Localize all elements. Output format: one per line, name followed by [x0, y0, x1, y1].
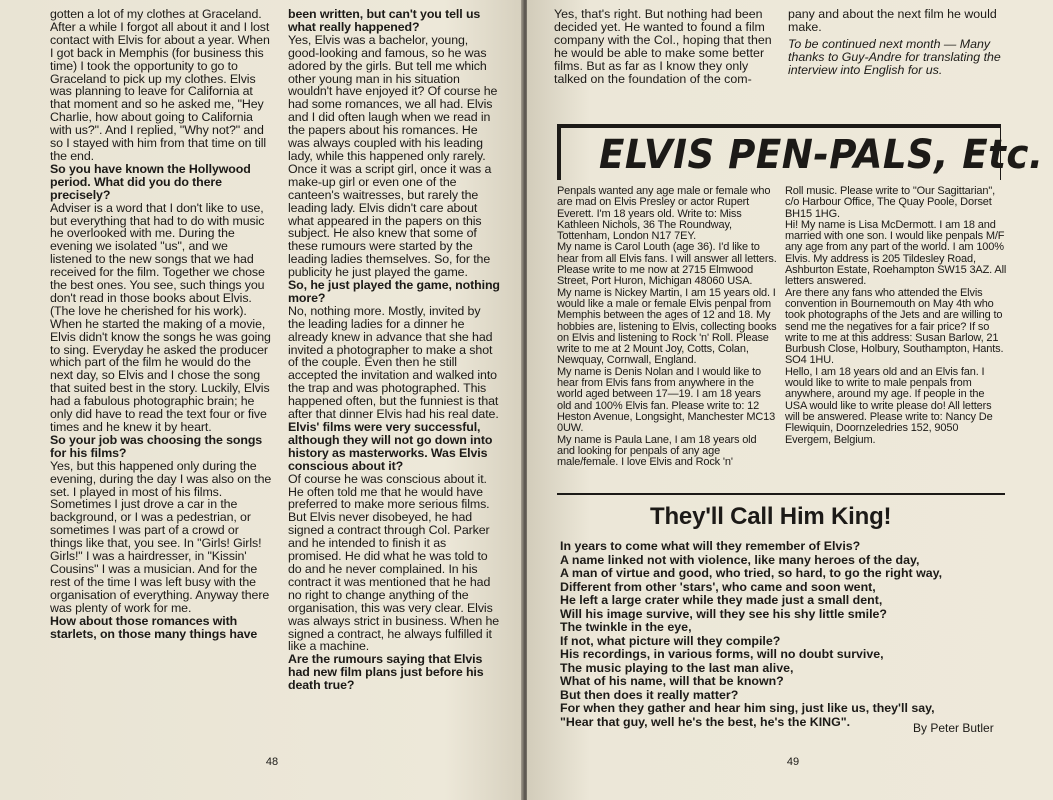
penpal-ad: My name is Nickey Martin, I am 15 years old. I would like a male or female Elvis penpal from Memphis between the ages of 12 and 18. My hobbies are, listening to Elvis, collecting books on Elvis and listening to Rock 'n' Roll. Please write to me at 2 Mount Joy, Cotts, Colan, Newquay, Cornwall, England. — [557, 286, 777, 367]
poem-title: They'll Call Him King! — [650, 503, 892, 530]
penpal-ad: My name is Carol Louth (age 36). I'd like to hear from all Elvis fans. I will answer all letters. Please write to me now at 2715 Elmwood Street, Port Huron, Michigan 48060 USA. — [557, 241, 777, 288]
section-divider — [557, 493, 1005, 495]
penpal-ad: Penpals wanted any age male or female who are mad on Elvis Presley or actor Rupert Everett. I'm 18 years old. Write to: Miss Kathleen Nichols, 36 The Roundway, Tottenham, London N17 7EY. — [557, 185, 771, 243]
poem-line: But then does it really matter? — [560, 687, 739, 702]
interview-continuation: Yes, that's right. But nothing had been decided yet. He wanted to found a film company with the Col., hoping that then he would be able to make some better films. But as far as I know they only talked on the foundation of the com- — [554, 7, 772, 86]
interview-ending — [788, 8, 1020, 77]
poem-line: A man of virtue and good, who tried, so hard, to go the right way, — [560, 566, 943, 580]
penpal-ad: Hello, I am 18 years old and an Elvis fan. I would like to write to male penpals from anywhere, around my age. If people in the USA would like to write please do! All letters will be answered. Please write to: Nancy De Flewiquin, Doornzeledries 152, 9050 Evergem, Belgium. — [785, 365, 993, 446]
interview-question: How about those romances with starlets, on those many things have — [50, 613, 258, 641]
interview-question: Elvis' films were very successful, although they will not go down into history as masterworks. Was Elvis conscious about it? — [288, 420, 493, 473]
interview-answer: Yes, but this happened only during the evening, during the day I was also on the set. I played in most of his films. Sometimes I just drove a car in the background, or I was a pedestrian, or sometimes I was part of a crowd or things like that, you see. In "Girls! Girls! Girls!" I was a hairdresser, in "Kissin' Cousins" I was a musician. And for the rest of the time I was left busy with the organisation of everything. Anyway there was plenty of work for me. — [50, 458, 272, 615]
poem-line: A name linked not with violence, like many heroes of the day, — [560, 552, 920, 567]
penpals-column-2 — [785, 186, 1007, 446]
interview-question: Are the rumours saying that Elvis had new film plans just before his death true? — [288, 652, 484, 693]
poem-line: In years to come what will they remember of Elvis? — [560, 539, 861, 553]
penpal-ad: My name is Denis Nolan and I would like to hear from Elvis fans from anywhere in the world aged between 17—19. I am 18 years old and 100% Elvis fan. Please write to: 12 Heston Avenue, Longsight, Manchester MC13 0UW. — [557, 365, 776, 435]
interview-answer: Yes, Elvis was a bachelor, young, good-looking and famous, so he was adored by the girls. But tell me which other young man in his situation wouldn't have enjoyed it? Of course he had some romances, we all had. Elvis and I did often laugh when we read in the papers about his romances. He was always coupled with his leading lady, while this happened only rarely. Once it was a script girl, once it was a make-up girl or even one of the canteen's waitresses, but rarely the leading lady. Elvis didn't care about what appeared in the papers on this subject. He also knew that some of these rumours were started by the leading ladies themselves. So, for the publicity he just played the game. — [288, 32, 498, 280]
penpals-heading-frame — [557, 124, 1044, 180]
interview-question: been written, but can't you tell us what really happened? — [288, 7, 481, 34]
poem-line: What of his name, will that be known? — [560, 674, 784, 688]
interview-column-1 — [50, 8, 272, 640]
penpal-ad: Hi! My name is Lisa McDermott. I am 18 and married with one son. I would like penpals M/F any age from any part of the world. I am 100% Elvis. My address is 205 Tildesley Road, Ashburton Estate, Roehampton SW15 3AZ. All letters answered. — [785, 218, 1007, 288]
poem-line: If not, what picture will they compile? — [560, 633, 781, 648]
poem-body — [560, 540, 1020, 729]
page-number-right: 49 — [786, 756, 800, 768]
interview-question: So, he just played the game, nothing more? — [288, 278, 500, 305]
left-page — [0, 0, 523, 800]
interview-answer: Of course he was conscious about it. He often told me that he would have preferred to make more serious films. But Elvis never disobeyed, he had signed a contract through Col. Parker and he intended to finish it as promised. He did what he was told to do and he never complained. In his contract it was mentioned that he had no right to change anything of the organisation, this was very clear. Elvis was always strict in business. When he signed a contract, he always fulfilled it like a machine. — [288, 471, 500, 654]
interview-answer: Adviser is a word that I don't like to use, but everything that had to do with music he overlooked with me. During the evening we isolated "us", and we listened to the new songs that we had received for the film. Together we chose the best ones. You see, such things you don't read in those books about Elvis. (The love he cherished for his work). When he started the making of a movie, Elvis didn't know the songs he was going to sing. Everyday he asked the producer which part of the film he would do the next day, so Elvis and I chose the song that suited best in the story. Luckily, Elvis had a fabulous photographic brain; he only did have to read the text four or five times and he knew it by heart. — [50, 200, 271, 434]
penpals-heading: ELVIS PEN-PALS, Etc. — [599, 132, 1044, 178]
interview-column-2 — [288, 8, 500, 692]
penpal-ad: My name is Paula Lane, I am 18 years old and looking for penpals of any age male/female. I love Elvis and Rock 'n' — [557, 433, 757, 469]
interview-ending-text: pany and about the next film he would make. — [788, 7, 997, 34]
page-number-left: 48 — [265, 756, 279, 768]
continued-note: To be continued next month — Many thanks to Guy-Andre for translating the interview into English for us. — [788, 36, 1001, 77]
poem-line: Different from other 'stars', who came and soon went, — [560, 579, 876, 594]
poem-line: "Hear that guy, well he's the best, he's the KING". — [560, 714, 851, 729]
poem-author: By Peter Butler — [913, 721, 994, 735]
interview-answer: gotten a lot of my clothes at Graceland. After a while I forgot all about it and I lost contact with Elvis for about a year. When I got back in Memphis (for business this time) I took the opportunity to go to Graceland to pick up my clothes. Elvis was planning to leave for California at that moment and so he asked me, "Hey Charlie, how about going to California with us?". And I replied, "Why not?" and so I stayed with him from that time on till the end. — [50, 7, 270, 163]
poem-line: His recordings, in various forms, will no doubt survive, — [560, 647, 884, 661]
penpal-ad: Are there any fans who attended the Elvis convention in Bournemouth on May 4th who took photographs of the Jets and are willing to send me the negatives for a fair price? If so write to me at this address: Susan Barlow, 21 Burbush Close, Holbury, Southampton, Hants. SO4 1HU. — [785, 286, 1004, 367]
poem-line: He left a large crater while they made just a small dent, — [560, 593, 883, 607]
interview-question: So you have known the Hollywood period. What did you do there precisely? — [50, 161, 251, 202]
penpal-ad: Roll music. Please write to "Our Sagittarian", c/o Harbour Office, The Quay Poole, Dorset BH15 1HG. — [785, 185, 995, 220]
interview-question: So your job was choosing the songs for his films? — [50, 432, 263, 460]
poem-line: Will his image survive, will they see his shy little smile? — [560, 606, 887, 621]
poem-line: For when they gather and hear him sing, just like us, they'll say, — [560, 701, 935, 715]
poem-line: The music playing to the last man alive, — [560, 660, 794, 675]
poem-line: The twinkle in the eye, — [560, 620, 692, 634]
interview-answer: No, nothing more. Mostly, invited by the leading ladies for a dinner he already knew in advance that she had invited a photographer to make a shot of the couple. Even then he still accepted the invitation and walked into the trap and was photographed. This happened often, but the funniest is that after that dinner Elvis had his real date. — [288, 303, 499, 422]
penpals-column-1 — [557, 186, 777, 468]
right-page — [527, 0, 1053, 800]
